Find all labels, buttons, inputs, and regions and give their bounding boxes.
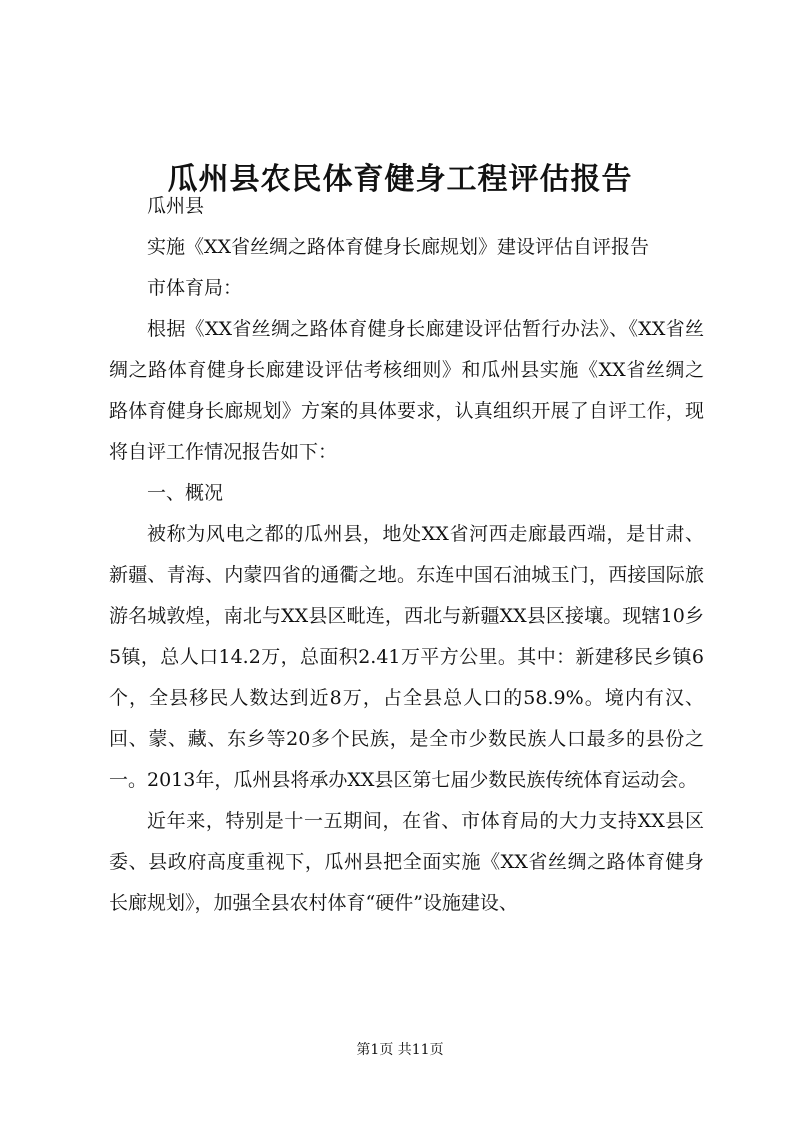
paragraph-county: 瓜州县 bbox=[147, 195, 205, 217]
paragraph-intro: 根据《XX省丝绸之路体育健身长廊建设评估暂行办法》、《XX省丝绸之路体育健身长廊建设评估考核细则》和瓜州县实施《XX省丝绸之路体育健身长廊规划》方案的具体要求，认真组织开展了自评工作，现将自评工作情况报告如下： bbox=[109, 318, 704, 463]
paragraph-overview: 被称为风电之都的瓜州县，地处XX省河西走廊最西端，是甘肃、新疆、青海、内蒙四省的通衢之地。东连中国石油城玉门，西接国际旅游名城敦煌，南北与XX县区毗连，西北与新疆XX县区接壤。现辖10乡5镇，总人口14.2万，总面积2.41万平方公里。其中：新建移民乡镇6个，全县移民人数达到近8万，占全县总人口的58.9%。境内有汉、回、蒙、藏、东乡等20多个民族，是全市少数民族人口最多的县份之一。2013年，瓜州县将承办XX县区第七届少数民族传统体育运动会。 bbox=[109, 523, 704, 791]
document-title: 瓜州县农民体育健身工程评估报告 bbox=[167, 162, 633, 198]
paragraph-recent-years: 近年来，特别是十一五期间，在省、市体育局的大力支持XX县区委、县政府高度重视下，瓜州县把全面实施《XX省丝绸之路体育健身长廊规划》，加强全县农村体育“硬件”设施建设、 bbox=[109, 810, 704, 914]
paragraph-report-title: 实施《XX省丝绸之路体育健身长廊规划》建设评估自评报告 bbox=[147, 236, 650, 258]
section-heading-overview: 一、概况 bbox=[147, 482, 224, 504]
page-number-footer: 第1页 共11页 bbox=[356, 1042, 444, 1058]
document-body bbox=[109, 186, 704, 924]
paragraph-recipient: 市体育局： bbox=[147, 277, 243, 299]
